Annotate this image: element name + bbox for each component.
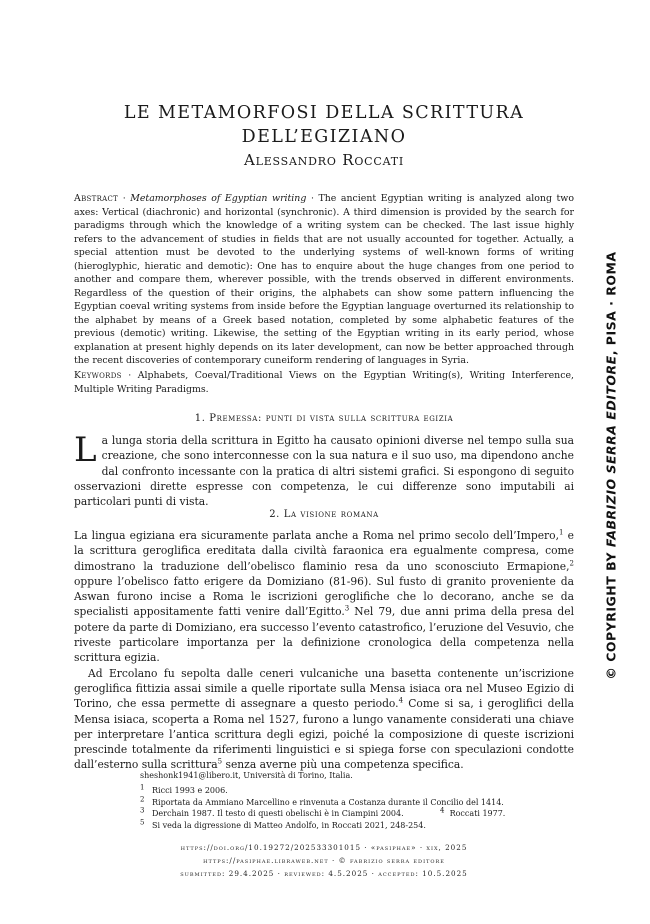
footnote-ref-3[interactable]: 3 bbox=[344, 604, 350, 613]
copyright-sidebar: © COPYRIGHT BY FABRIZIO SERRA EDITORE, PISA · ROMA bbox=[603, 251, 619, 680]
title-line-2: DELL’EGIZIANO bbox=[241, 127, 407, 147]
footnote-ref-2[interactable]: 2 bbox=[569, 559, 574, 568]
doi-line[interactable]: https://doi.org/10.19272/202533301015 · «pasiphae» · xix, 2025 bbox=[180, 843, 468, 852]
section-1-heading: 1. Premessa: punti di vista sulla scrittura egizia bbox=[194, 413, 454, 424]
section-1-text: La lunga storia della scrittura in Egitto ha causato opinioni diverse nel tempo sulla sua creazione, che sono interconnesse con la sua natura e il suo uso, ma dipendono anche dal confronto incessante con la pratica di altri sistemi grafici. Si espongono di seguito osservazioni dirette espresse con competenza, le cui differenze sono imputabili ai particolari punti di vista. bbox=[74, 430, 574, 509]
keywords-label: Keywords bbox=[74, 370, 122, 381]
footnote-ref-1[interactable]: 1 bbox=[559, 528, 564, 537]
footnote-5: $^5$ Si veda la digressione di Matteo Andolfo, in Roccati 2021, 248-254. bbox=[140, 817, 426, 830]
keywords: Keywords · Alphabets, Coeval/Traditional Views on the Egyptian Writing(s), Writing Interference, Multiple Writing Paradigms. bbox=[74, 370, 574, 395]
footnote-ref-5[interactable]: 5 bbox=[217, 757, 223, 766]
website-line[interactable]: https://pasiphae.libraweb.net · © fabrizio serra editore bbox=[203, 856, 445, 865]
abstract-text: The ancient Egyptian writing is analyzed along two axes: Vertical (diachronic) and horizontal (synchronic). A third dimension is provided by the search for paradigms through which the knowledge of a writing system can be checked. The last issue highly refers to the advancement of studies in fields that are not usually accounted for together. Actually, a special attention must be devoted to the underlying systems of well-known forms of writing (hieroglyphic, hieratic and demotic): One has to enquire about the huge changes from one period to another and compare them, wherever possible, with the trends observed in different environments. Regardless of the question of their origins, the alphabets can show some pattern influencing the Egyptian coeval writing systems from inside before the Egyptian language overturned its relationship to the alphabet by means of a Greek based notation, completed by some alphabetic features of the previous (demotic) writing. Likewise, the setting of the Egyptian writing in its early period, whose explanation at present highly depends on its later development, can now be better approached through the recent discoveries of contemporary cuneiform rendering of languages in Syria. bbox=[74, 193, 574, 366]
abstract: Abstract · Metamorphoses of Egyptian writing · The ancient Egyptian writing is analyzed along two axes: Vertical (diachronic) and horizontal (synchronic). A third dimension is provided by the search for paradigms through which the knowledge of a writing system can be checked. The last issue highly refers to the advancement of studies in fields that are not usually accounted for together. Actually, a special attention must be devoted to the underlying systems of well-known forms of writing (hieroglyphic, hieratic and demotic): One has to enquire about the huge changes from one period to another and compare them, wherever possible, with the trends observed in different environments. Regardless of the question of their origins, the alphabets can show some pattern influencing the Egyptian coeval writing systems from inside before the Egyptian language overturned its relationship to the alphabet by means of a Greek based notation, completed by some alphabetic features of the previous (demotic) writing. Likewise, the setting of the Egyptian writing in its early period, whose explanation at present highly depends on its later development, can now be better approached through the recent discoveries of contemporary cuneiform rendering of languages in Syria. bbox=[74, 193, 574, 366]
keywords-text: Alphabets, Coeval/Traditional Views on the Egyptian Writing(s), Writing Interference, Multiple Writing Paradigms. bbox=[74, 370, 574, 395]
footnote-ref-4[interactable]: 4 bbox=[398, 696, 404, 705]
paragraph-1: La lingua egiziana era sicuramente parlata anche a Roma nel primo secolo dell’Impero,$^1$ e la scrittura geroglifica ereditata dalla civiltà faraonica era egualmente compresa, come dimostrano la traduzione dell’obelisco flaminio resa da uno sconosciuto Ermapione,$^2$ oppure l’obelisco fatto erigere da Domiziano (81-96). Sul fusto di granito proveniente da Aswan furono incise a Roma le iscrizioni geroglifiche che lo decorano, anche se da specialisti appositamente fatti venire dall’Egitto.$^3$ Nel 79, due anni prima della presa del potere da parte di Domiziano, era successo l’evento catastrofico, l’eruzione del Vesuvio, che riveste particolare importanza per la definizione cronologica della competenza nella scrittura egizia. bbox=[74, 528, 575, 665]
abstract-label: Abstract bbox=[74, 193, 119, 204]
paragraph-2: Ad Ercolano fu sepolta dalle ceneri vulcaniche una basetta contenente un’iscrizione geroglifica fittizia assai simile a quelle riportate sulla Mensa isiaca ora nel Museo Egizio di Torino, che essa permette di assegnare a questo periodo.$^4$ Come si sa, i geroglifici della Mensa isiaca, scoperta a Roma nel 1527, furono a lungo vanamente considerati una chiave per interpretare l’antica scrittura degli egizi, poiché la composizione di queste iscrizioni prescinde totalmente da riferimenti linguistici e si spiega forse con speculazioni condotte dall’esterno sulla scrittura$^5$ senza averne più una competenza specifica. bbox=[74, 666, 574, 772]
footnote-3-4: $^3$ Derchain 1987. Il testo di questi obelischi è in Ciampini 2004. $^4$ Roccati 1977. bbox=[140, 806, 506, 818]
footnote-2: $^2$ Riportata da Ammiano Marcellino e rinvenuta a Costanza durante il Concilio del 1414. bbox=[140, 794, 504, 807]
author-contact: sheshonk1941@libero.it, Università di Torino, Italia. bbox=[140, 771, 353, 780]
footnotes bbox=[140, 785, 540, 831]
footnote-1: $^1$ Ricci 1993 e 2006. bbox=[140, 783, 228, 795]
author-name: Alessandro Roccati bbox=[243, 151, 405, 169]
abstract-english-title: Metamorphoses of Egyptian writing bbox=[130, 193, 307, 204]
title-line-1: LE METAMORFOSI DELLA SCRITTURA bbox=[123, 103, 525, 123]
article-title bbox=[74, 101, 574, 149]
drop-cap: L bbox=[74, 430, 97, 470]
section-2-heading: 2. La visione romana bbox=[269, 509, 379, 520]
dates-line: submitted: 29.4.2025 · reviewed: 4.5.2025 · accepted: 10.5.2025 bbox=[180, 869, 468, 878]
section-2-text bbox=[74, 528, 574, 773]
